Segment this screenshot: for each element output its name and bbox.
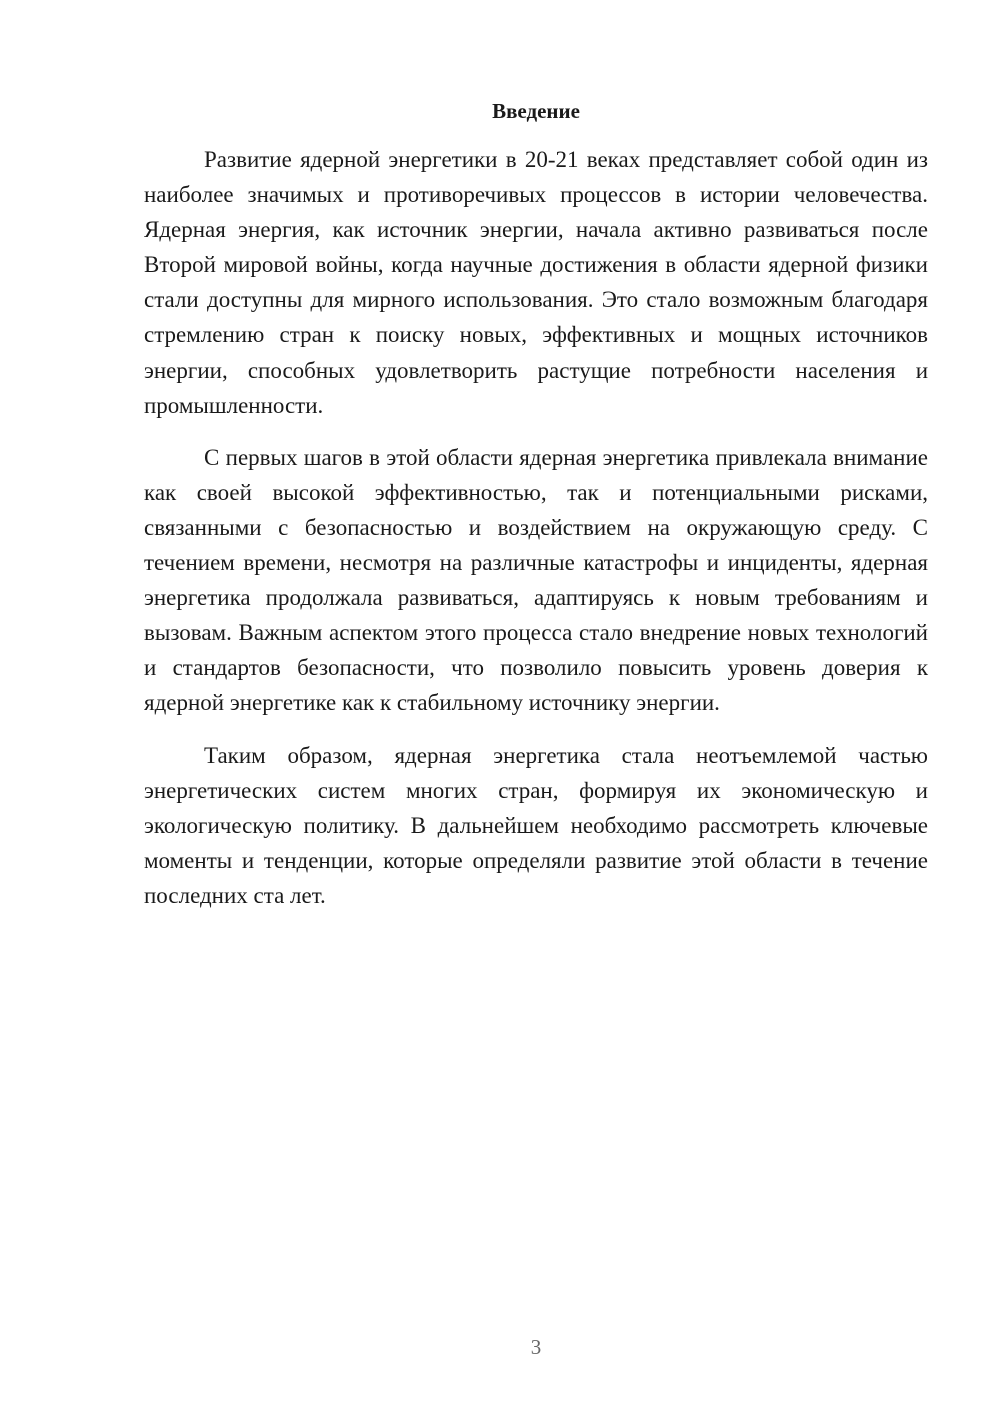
paragraph-3: Таким образом, ядерная энергетика стала неотъемлемой частью энергетических систем многих стран, формируя их экономическую и экологическую политику. В дальнейшем необходимо рассмотреть ключевые моменты и тенденции, которые определяли развитие этой области в течение последних ста лет. [144,742,928,908]
body-text [144,142,928,913]
paragraph-1: Развитие ядерной энергетики в 20-21 веках представляет собой один из наиболее значимых и противоречивых процессов в истории человечества. Ядерная энергия, как источник энергии, начала активно развиваться после Второй мировой войны, когда научные достижения в области ядерной физики стали доступны для мирного использования. Это стало возможным благодаря стремлению стран к поиску новых, эффективных и мощных источников энергии, способных удовлетворить растущие потребности населения и промышленности. [144,147,928,418]
page-number: 3 [530,1335,542,1359]
paragraph-2: С первых шагов в этой области ядерная энергетика привлекала внимание как своей высокой эффективностью, так и потенциальными рисками, связанными с безопасностью и воздействием на окружающую среду. С течением времени, несмотря на различные катастрофы и инциденты, ядерная энергетика продолжала развиваться, адаптируясь к новым требованиям и вызовам. Важным аспектом этого процесса стало внедрение новых технологий и стандартов безопасности, что позволило повысить уровень доверия к ядерной энергетике как к стабильному источнику энергии. [144,444,928,716]
section-heading: Введение [492,99,580,123]
